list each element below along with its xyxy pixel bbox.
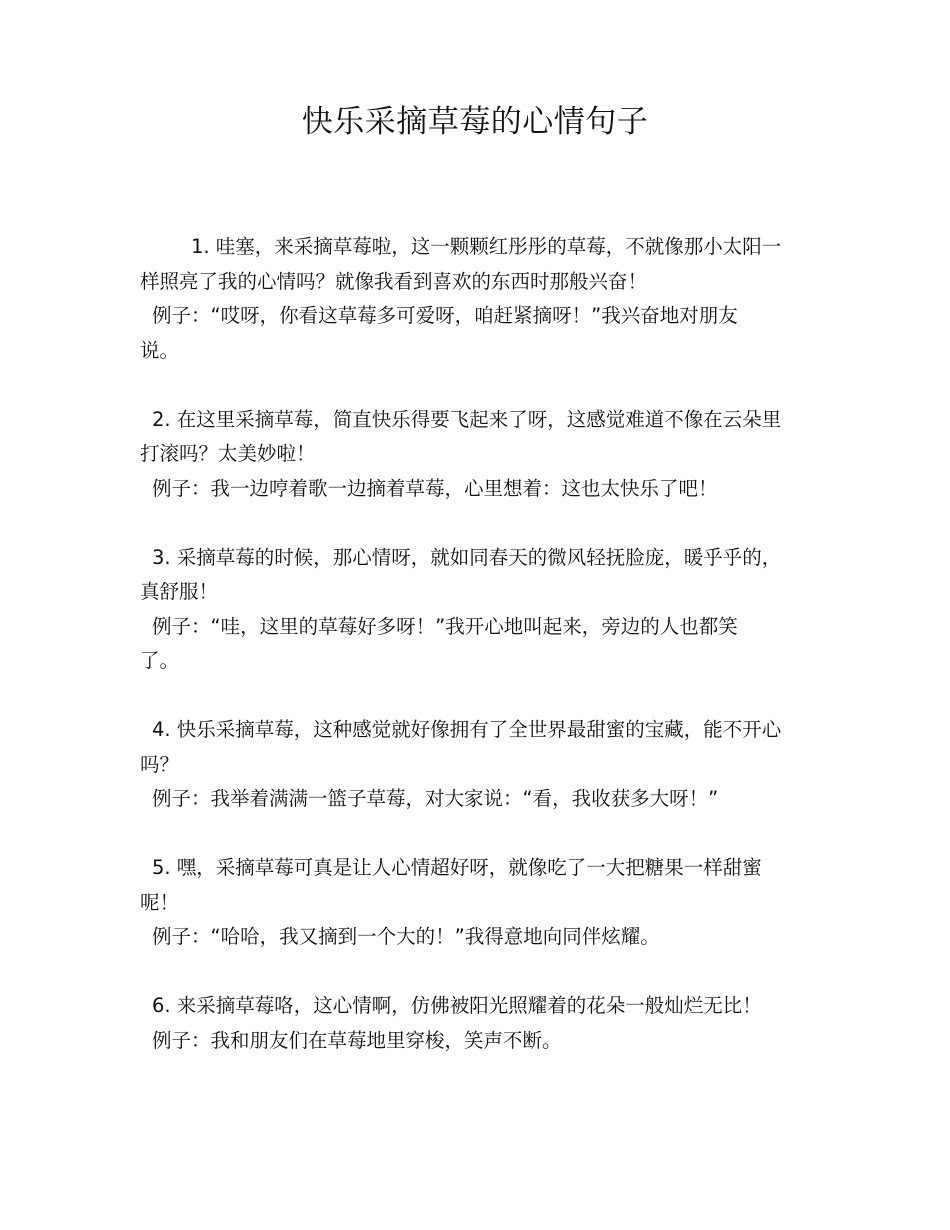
paragraph-gap <box>140 679 808 714</box>
paragraph-gap <box>140 955 808 990</box>
item-2-line-1: 2. 在这里采摘草莓，简直快乐得要飞起来了呀，这感觉难道不像在云朵里 <box>152 407 782 431</box>
paragraph-gap <box>140 368 808 403</box>
document-title: 快乐采摘草莓的心情句子 <box>301 104 649 140</box>
item-1-example-line-2: 说。 <box>140 338 180 362</box>
paragraph-gap <box>140 817 808 852</box>
item-5-line-1: 5. 嘿，采摘草莓可真是让人心情超好呀，就像吃了一大把糖果一样甜蜜 <box>152 856 762 879</box>
item-3-line-2: 真舒服！ <box>140 580 219 603</box>
item-6-line-1: 6. 来采摘草莓咯，这心情啊，仿佛被阳光照耀着的花朵一般灿烂无比！ <box>152 994 762 1017</box>
item-2-example-line-1: 例子：我一边哼着歌一边摘着草莓，心里想着：这也太快乐了吧！ <box>152 476 718 500</box>
item-3-example-line-2: 了。 <box>140 649 180 672</box>
item-1-line-1: 1. 哇塞，来采摘草莓啦，这一颗颗红彤彤的草莓，不就像那小太阳一 <box>191 235 782 258</box>
item-1-example-line-1: 例子：“哎呀，你看这草莓多可爱呀，咱赶紧摘呀！”我兴奋地对朋友 <box>152 304 738 327</box>
item-3-line-1: 3. 采摘草莓的时候，那心情呀，就如同春天的微风轻抚脸庞，暖乎乎的， <box>152 545 782 569</box>
item-2-line-2: 打滚吗？太美妙啦！ <box>140 442 316 465</box>
item-4-line-2: 吗？ <box>140 752 180 776</box>
item-1-line-2: 样照亮了我的心情吗？就像我看到喜欢的东西时那般兴奋！ <box>140 269 648 293</box>
item-5-example-line-1: 例子：“哈哈，我又摘到一个大的！”我得意地向同伴炫耀。 <box>152 925 660 948</box>
item-4-example-line-1: 例子：我举着满满一篮子草莓，对大家说：“看，我收获多大呀！” <box>152 787 719 810</box>
item-4-line-1: 4. 快乐采摘草莓，这种感觉就好像拥有了全世界最甜蜜的宝藏，能不开心 <box>152 718 782 741</box>
paragraph-gap <box>140 506 808 541</box>
document-body <box>140 230 808 1058</box>
item-3-example-line-1: 例子：“哇，这里的草莓好多呀！”我开心地叫起来，旁边的人也都笑 <box>152 614 738 638</box>
item-6-example-line-1: 例子：我和朋友们在草莓地里穿梭，笑声不断。 <box>152 1028 562 1052</box>
item-5-line-2: 呢！ <box>140 890 180 914</box>
